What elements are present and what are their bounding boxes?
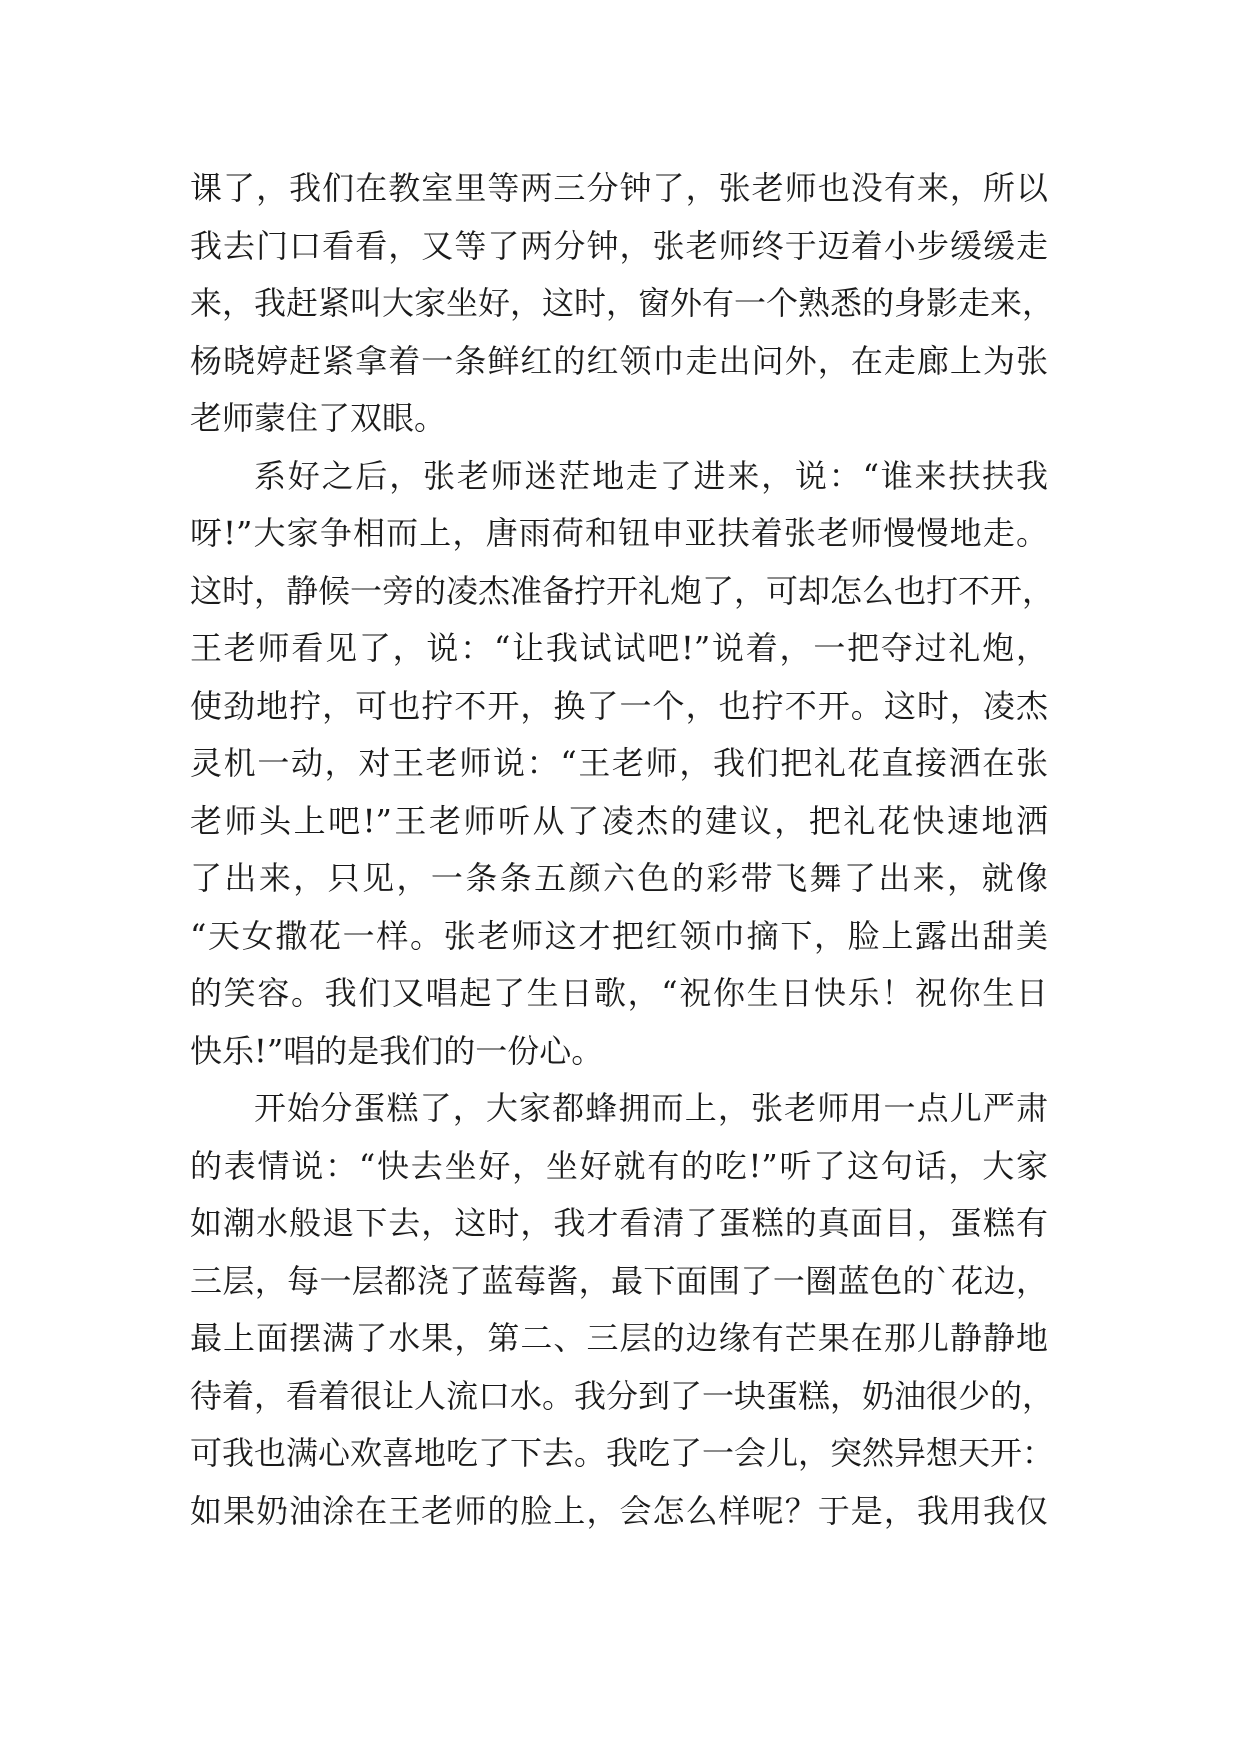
text-line: 来，我赶紧叫大家坐好，这时，窗外有一个熟悉的身影走来，: [190, 284, 1055, 322]
text-line: 如果奶油涂在王老师的脸上，会怎么样呢？于是，我用我仅: [190, 1491, 1048, 1530]
paragraph: [190, 448, 1055, 1081]
text-line: 杨晓婷赶紧拿着一条鲜红的红领巾走出问外，在走廊上为张: [190, 341, 1048, 380]
text-line: 的表情说：“快去坐好，坐好就有的吃!”听了这句话，大家: [190, 1146, 1048, 1185]
text-line: “天女撒花一样。张老师这才把红领巾摘下，脸上露出甜美: [190, 916, 1048, 955]
text-line: 最上面摆满了水果，第二、三层的边缘有芒果在那儿静静地: [190, 1319, 1048, 1357]
text-line: 我去门口看看，又等了两分钟，张老师终于迈着小步缓缓走: [190, 226, 1048, 265]
text-line: 灵机一动，对王老师说：“王老师，我们把礼花直接洒在张: [190, 744, 1048, 782]
document-body: [190, 160, 1055, 1540]
text-line: 了出来，只见，一条条五颜六色的彩带飞舞了出来，就像: [190, 859, 1048, 897]
text-line: 如潮水般退下去，这时，我才看清了蛋糕的真面目，蛋糕有: [190, 1204, 1048, 1242]
text-line: 快乐!”唱的是我们的一份心。: [190, 1031, 604, 1070]
text-line: 的笑容。我们又唱起了生日歌，“祝你生日快乐！祝你生日: [190, 974, 1048, 1012]
text-line: 三层，每一层都浇了蓝莓酱，最下面围了一圈蓝色的`花边，: [190, 1261, 1048, 1300]
text-line: 开始分蛋糕了，大家都蜂拥而上，张老师用一点儿严肃: [254, 1089, 1048, 1127]
text-line: 课了，我们在教室里等两三分钟了，张老师也没有来，所以: [190, 169, 1048, 207]
paragraph: [190, 1080, 1055, 1540]
paragraph: [190, 160, 1055, 448]
text-line: 系好之后，张老师迷茫地走了进来，说：“谁来扶扶我: [254, 456, 1048, 495]
text-line: 老师蒙住了双眼。: [190, 399, 447, 437]
text-line: 可我也满心欢喜地吃了下去。我吃了一会儿，突然异想天开：: [190, 1434, 1055, 1472]
text-line: 王老师看见了，说：“让我试试吧!”说着，一把夺过礼炮，: [190, 629, 1048, 667]
text-line: 使劲地拧，可也拧不开，换了一个，也拧不开。这时，凌杰: [190, 686, 1048, 725]
text-line: 待着，看着很让人流口水。我分到了一块蛋糕，奶油很少的，: [190, 1376, 1055, 1415]
text-line: 老师头上吧!”王老师听从了凌杰的建议，把礼花快速地洒: [190, 801, 1048, 840]
text-line: 这时，静候一旁的凌杰准备拧开礼炮了，可却怎么也打不开，: [190, 571, 1055, 610]
text-line: 呀!”大家争相而上，唐雨荷和钮申亚扶着张老师慢慢地走。: [190, 514, 1048, 552]
